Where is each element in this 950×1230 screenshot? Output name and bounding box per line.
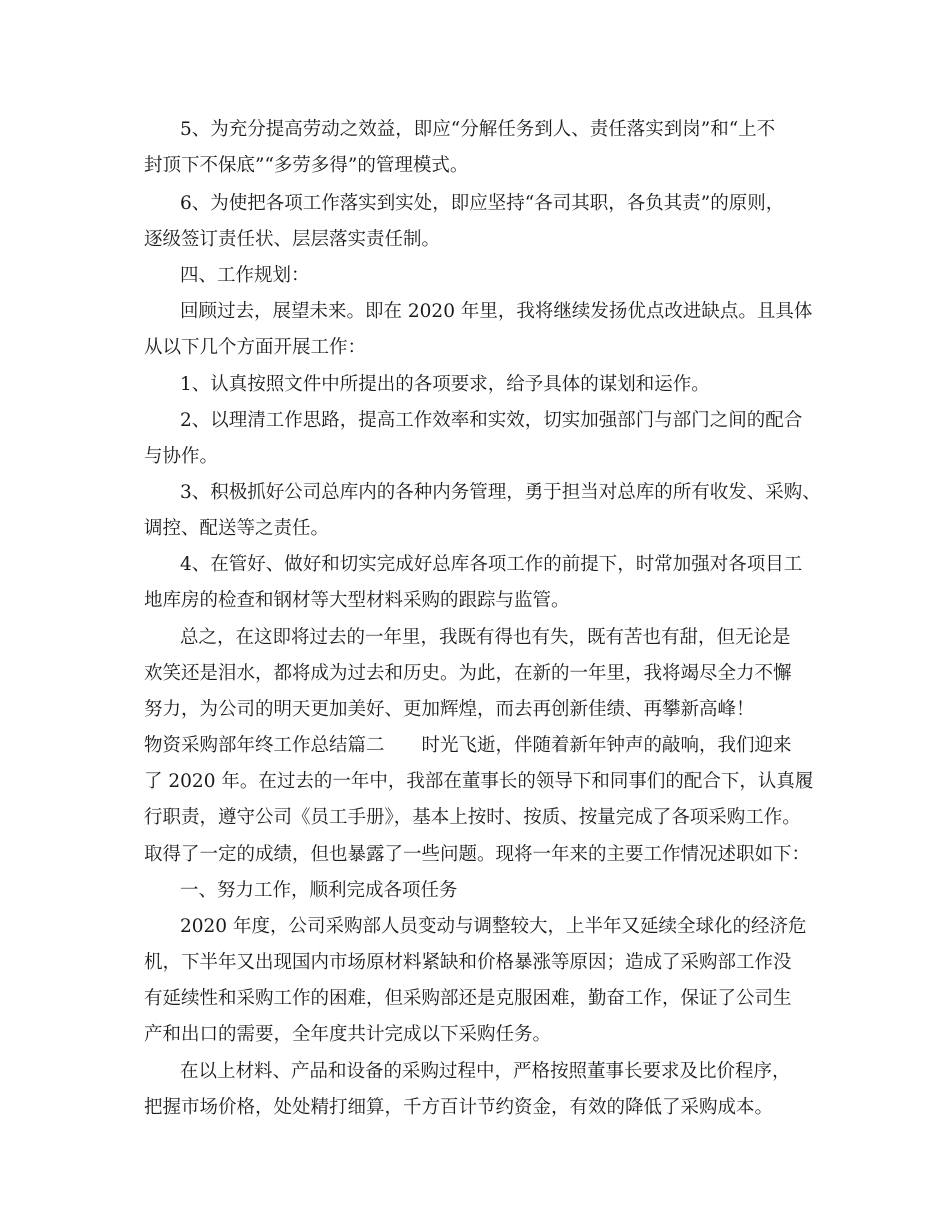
text-line: 产和出口的需要，全年度共计完成以下采购任务。 bbox=[144, 1024, 552, 1045]
text-line: 在以上材料、产品和设备的采购过程中，严格按照董事长要求及比价程序， bbox=[180, 1061, 791, 1082]
text-line: 回顾过去，展望未来。即在 2020 年里，我将继续发扬优点改进缺点。且具体 bbox=[180, 301, 813, 322]
text-line: 总之，在这即将过去的一年里，我既有得也有失，既有苦也有甜，但无论是 bbox=[180, 627, 791, 648]
text-line: 了 2020 年。在过去的一年中，我部在董事长的领导下和同事们的配合下，认真履 bbox=[144, 771, 814, 792]
text-line: 欢笑还是泪水，都将成为过去和历史。为此，在新的一年里，我将竭尽全力不懈 bbox=[144, 663, 792, 684]
text-line: 2020 年度，公司采购部人员变动与调整较大，上半年又延续全球化的经济危 bbox=[180, 916, 807, 937]
section-title-line: 物资采购部年终工作总结篇二 时光飞逝，伴随着新年钟声的敲响，我们迎来 bbox=[144, 735, 792, 756]
text-line: 有延续性和采购工作的困难，但采购部还是克服困难，勤奋工作，保证了公司生 bbox=[144, 988, 792, 1009]
text-line: 5、为充分提高劳动之效益，即应“分解任务到人、责任落实到岗”和“上不 bbox=[180, 119, 776, 140]
text-line: 把握市场价格，处处精打细算，千方百计节约资金，有效的降低了采购成本。 bbox=[144, 1097, 774, 1118]
text-line: 3、积极抓好公司总库内的各种内务管理，勇于担当对总库的所有收发、采购、 bbox=[180, 482, 821, 503]
text-line: 逐级签订责任状、层层落实责任制。 bbox=[144, 229, 441, 250]
text-line: 行职责，遵守公司《员工手册》，基本上按时、按质、按量完成了各项采购工作。 bbox=[144, 807, 801, 828]
section-heading: 一、努力工作，顺利完成各项任务 bbox=[180, 880, 458, 901]
text-line: 4、在管好、做好和切实完成好总库各项工作的前提下，时常加强对各项目工 bbox=[180, 554, 803, 575]
text-line: 地库房的检查和钢材等大型材料采购的跟踪与监管。 bbox=[144, 590, 570, 611]
section-heading: 四、工作规划： bbox=[180, 265, 310, 286]
text-line: 与协作。 bbox=[144, 446, 219, 467]
text-line: 1、认真按照文件中所提出的各项要求，给予具体的谋划和运作。 bbox=[180, 374, 710, 395]
text-line: 从以下几个方面开展工作： bbox=[144, 337, 367, 358]
text-line: 取得了一定的成绩，但也暴露了一些问题。现将一年来的主要工作情况述职如下： bbox=[144, 844, 811, 865]
text-line: 封顶下不保底”“多劳多得”的管理模式。 bbox=[144, 155, 469, 176]
text-line: 2、以理清工作思路，提高工作效率和实效，切实加强部门与部门之间的配合 bbox=[180, 410, 803, 431]
text-line: 机，下半年又出现国内市场原材料紧缺和价格暴涨等原因；造成了采购部工作没 bbox=[144, 952, 792, 973]
text-line: 调控、配送等之责任。 bbox=[144, 518, 330, 539]
text-line: 6、为使把各项工作落实到实处，即应坚持“各司其职，各负其责”的原则， bbox=[180, 193, 785, 214]
text-line: 努力，为公司的明天更加美好、更加辉煌，而去再创新佳绩、再攀新高峰！ bbox=[144, 699, 755, 720]
